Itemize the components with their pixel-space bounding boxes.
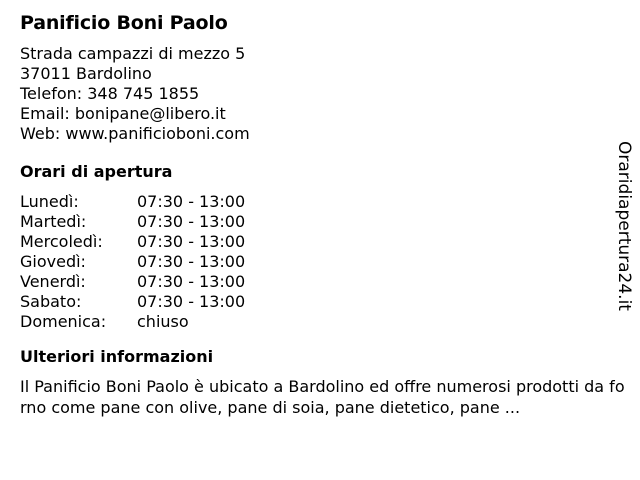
hours-time-value: chiuso — [137, 312, 189, 331]
business-name: Panificio Boni Paolo — [20, 12, 228, 34]
website: Web: www.panificioboni.com — [20, 124, 250, 143]
address-street: Strada campazzi di mezzo 5 — [20, 44, 246, 63]
further-info-heading: Ulteriori informazioni — [20, 347, 214, 366]
hours-row-tuesday — [20, 212, 610, 232]
hours-day-label: Mercoledì: — [20, 232, 103, 251]
hours-row-friday — [20, 272, 610, 292]
hours-row-monday — [20, 192, 610, 212]
hours-time-value: 07:30 - 13:00 — [137, 292, 246, 311]
hours-row-wednesday — [20, 232, 610, 252]
contact-block — [20, 44, 610, 144]
hours-time-value: 07:30 - 13:00 — [137, 212, 246, 231]
hours-day-label: Domenica: — [20, 312, 107, 331]
hours-row-sunday — [20, 312, 610, 332]
email-address: Email: bonipane@libero.it — [20, 104, 226, 123]
hours-time-value: 07:30 - 13:00 — [137, 232, 246, 251]
hours-row-saturday — [20, 292, 610, 312]
hours-day-label: Lunedì: — [20, 192, 79, 211]
opening-hours-heading: Orari di apertura — [20, 162, 173, 181]
hours-day-label: Giovedì: — [20, 252, 86, 271]
further-info-text: Il Panificio Boni Paolo è ubicato a Bardolino ed offre numerosi prodotti da forno come pane con olive, pane di soia, pane dietetico, pane ... — [20, 377, 625, 417]
hours-time-value: 07:30 - 13:00 — [137, 252, 246, 271]
site-watermark: Oraridiapertura24.it — [614, 141, 634, 311]
address-city: 37011 Bardolino — [20, 64, 152, 83]
hours-day-label: Sabato: — [20, 292, 82, 311]
hours-time-value: 07:30 - 13:00 — [137, 272, 246, 291]
hours-time-value: 07:30 - 13:00 — [137, 192, 246, 211]
hours-day-label: Martedì: — [20, 212, 87, 231]
opening-hours-table — [20, 192, 610, 332]
hours-day-label: Venerdì: — [20, 272, 86, 291]
phone-number: Telefon: 348 745 1855 — [20, 84, 200, 103]
hours-row-thursday — [20, 252, 610, 272]
